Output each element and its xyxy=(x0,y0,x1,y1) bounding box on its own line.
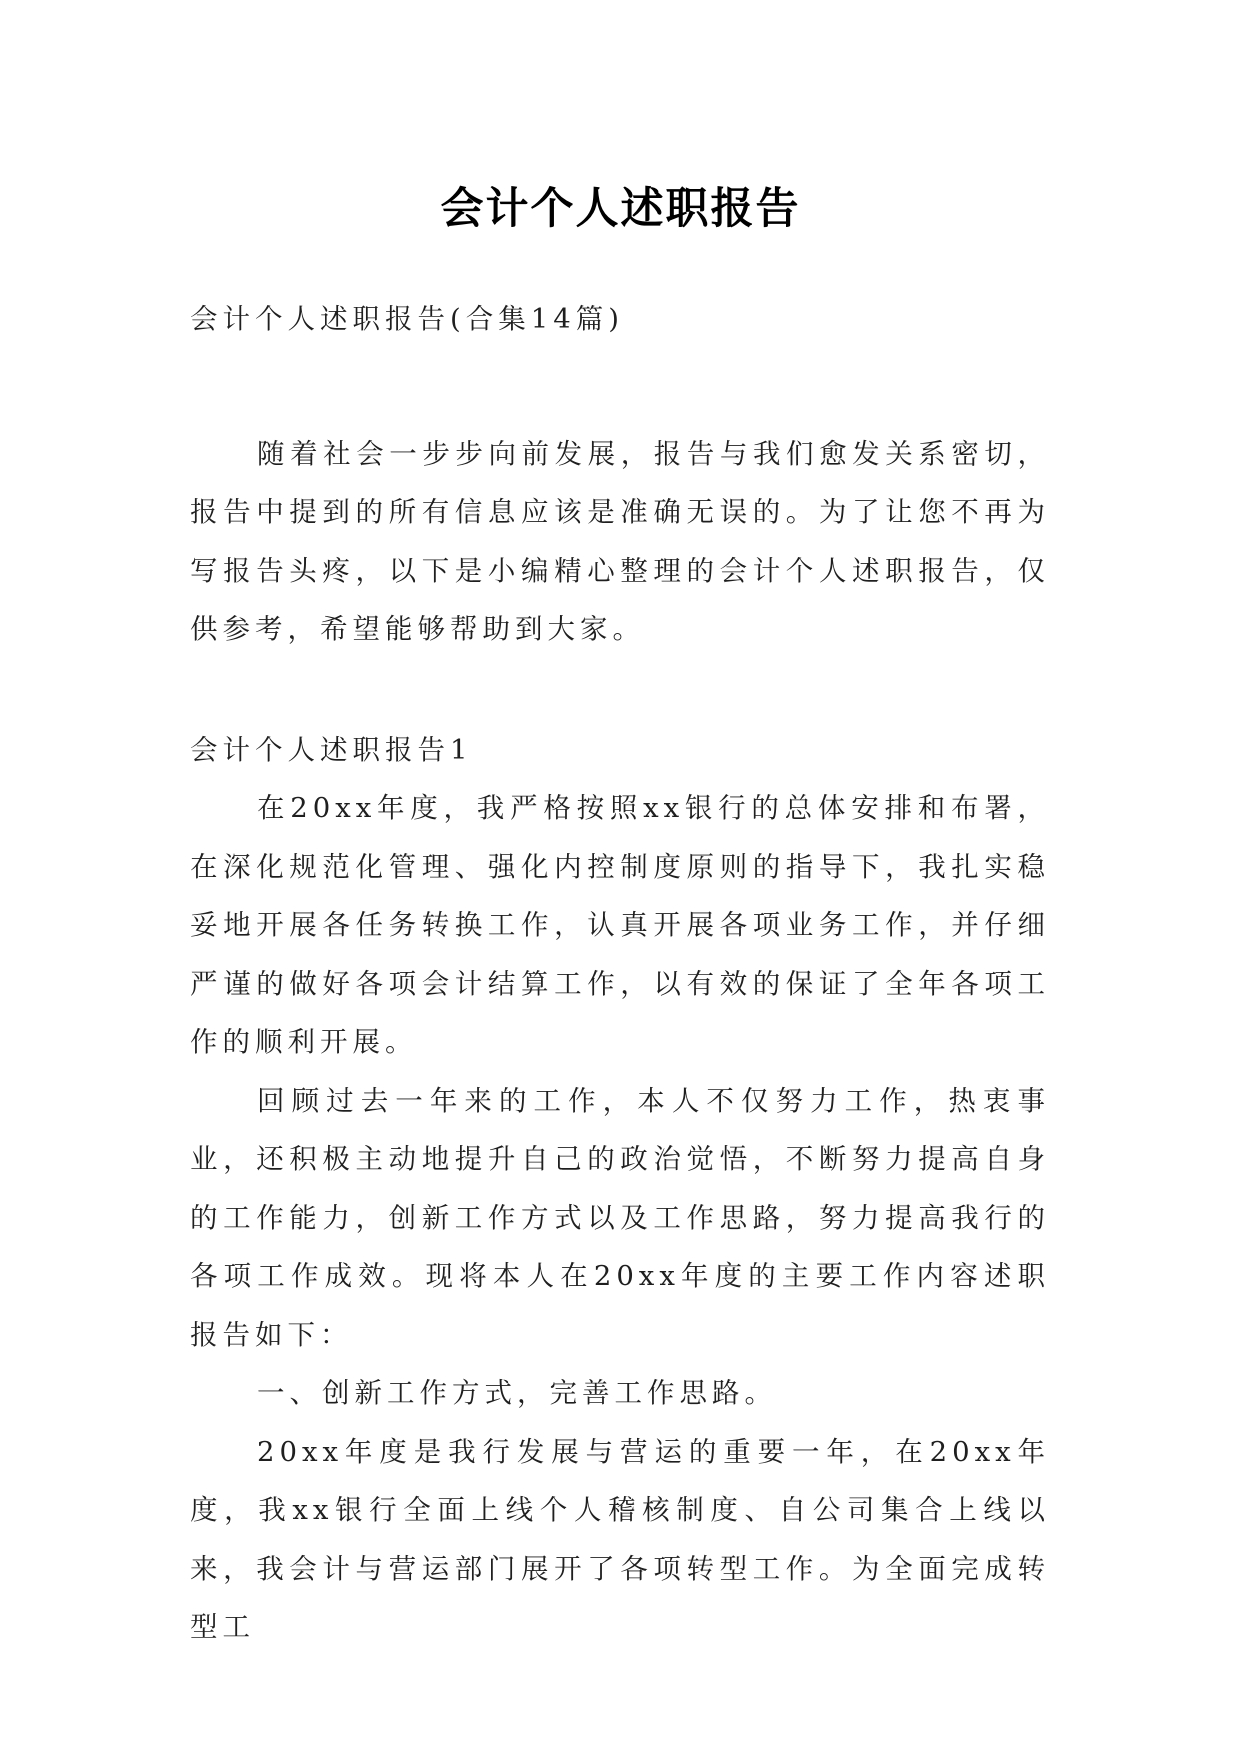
intro-paragraph: 随着社会一步步向前发展，报告与我们愈发关系密切，报告中提到的所有信息应该是准确无误的。为了让您不再为写报告头疼，以下是小编精心整理的会计个人述职报告，仅供参考，希望能够帮助到大家。 xyxy=(190,437,1050,645)
body-paragraph: 20xx年度是我行发展与营运的重要一年，在20xx年度，我xx银行全面上线个人稽核制度、自公司集合上线以来，我会计与营运部门展开了各项转型工作。为全面完成转型工 xyxy=(190,1435,1050,1643)
document-body xyxy=(190,290,1050,1657)
numbered-point: 一、创新工作方式，完善工作思路。 xyxy=(257,1377,777,1409)
body-paragraph: 在20xx年度，我严格按照xx银行的总体安排和布署，在深化规范化管理、强化内控制度原则的指导下，我扎实稳妥地开展各任务转换工作，认真开展各项业务工作，并仔细严谨的做好各项会计结算工作，以有效的保证了全年各项工作的顺利开展。 xyxy=(190,792,1050,1058)
document-subtitle: 会计个人述职报告(合集14篇) xyxy=(190,303,624,335)
body-paragraph: 回顾过去一年来的工作，本人不仅努力工作，热衷事业，还积极主动地提升自己的政治觉悟，不断努力提高自身的工作能力，创新工作方式以及工作思路，努力提高我行的各项工作成效。现将本人在20xx年度的主要工作内容述职报告如下： xyxy=(190,1084,1050,1351)
section-heading: 会计个人述职报告1 xyxy=(190,733,473,766)
document-title: 会计个人述职报告 xyxy=(440,183,801,234)
spacer xyxy=(190,659,1050,721)
spacer xyxy=(190,349,1050,425)
